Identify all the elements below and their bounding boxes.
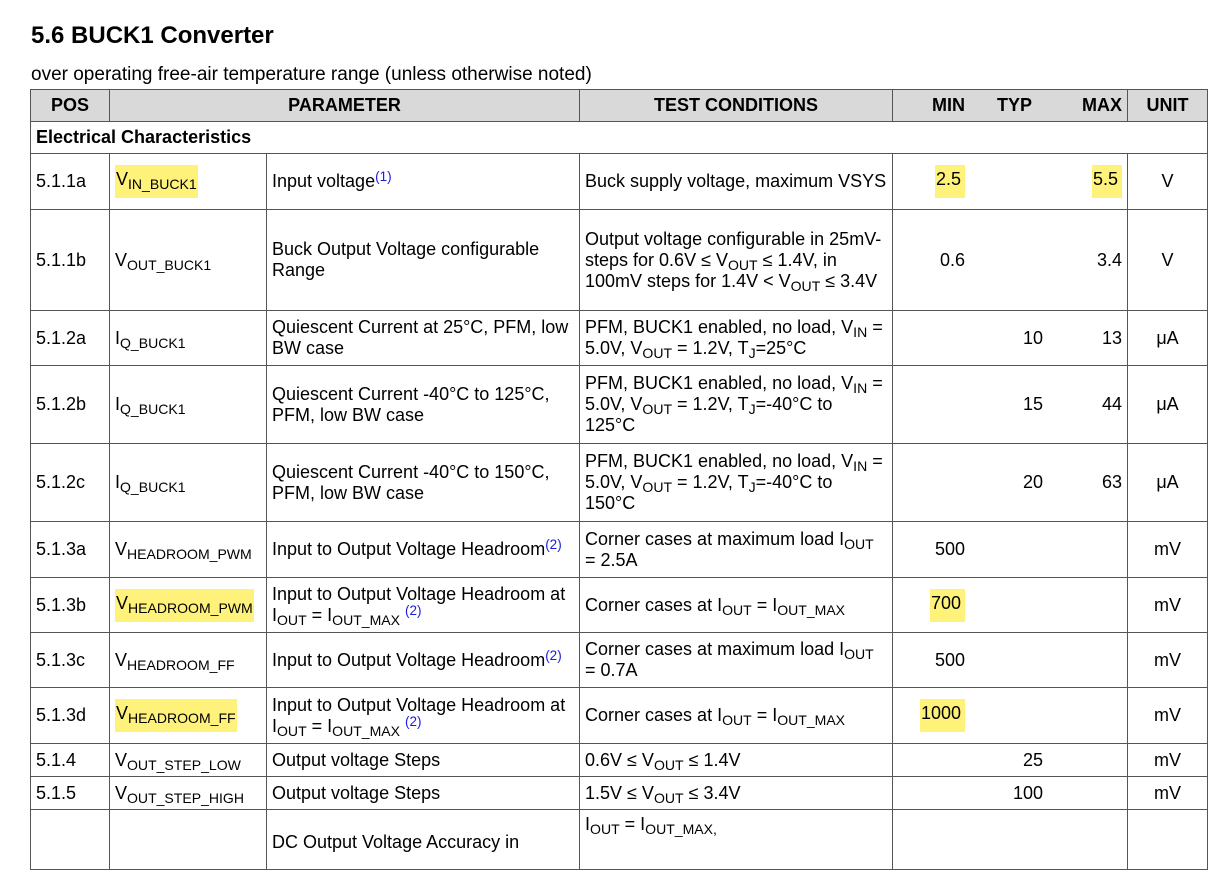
row-values bbox=[893, 311, 1128, 366]
row-typ bbox=[968, 539, 1047, 560]
table-row bbox=[31, 744, 1208, 777]
row-conditions: Corner cases at $I_{OUT} = I_{OUT\_MAX}$ bbox=[580, 578, 893, 633]
row-unit: V bbox=[1128, 154, 1208, 210]
row-parameter: Quiescent Current -40°C to 150°C, PFM, low BW case bbox=[267, 444, 580, 522]
row-symbol bbox=[110, 810, 267, 870]
row-values bbox=[893, 154, 1128, 210]
row-parameter: Input voltage$^{(1)}$ bbox=[267, 154, 580, 210]
row-conditions: Corner cases at $I_{OUT} = I_{OUT\_MAX}$ bbox=[580, 688, 893, 744]
row-pos: 5.1.2c bbox=[31, 444, 110, 522]
header-parameter: PARAMETER bbox=[110, 90, 580, 122]
row-typ bbox=[968, 589, 1047, 622]
row-pos: 5.1.3d bbox=[31, 688, 110, 744]
row-min bbox=[893, 472, 968, 493]
row-conditions: $0.6V \le V_{OUT} \le 1.4V$ bbox=[580, 744, 893, 777]
row-typ bbox=[968, 165, 1047, 198]
section-label: Electrical Characteristics bbox=[31, 122, 1208, 154]
header-typ: TYP bbox=[997, 95, 1033, 115]
row-unit: mV bbox=[1128, 777, 1208, 810]
row-pos: 5.1.3c bbox=[31, 633, 110, 688]
row-values bbox=[893, 777, 1128, 810]
row-unit: mV bbox=[1128, 688, 1208, 744]
footnote-link[interactable]: (2) bbox=[545, 647, 562, 663]
footnote-link[interactable]: (2) bbox=[405, 603, 422, 618]
row-min bbox=[893, 394, 968, 415]
row-max bbox=[1047, 699, 1126, 732]
row-max: 63 bbox=[1101, 472, 1123, 492]
footnote-link[interactable]: (2) bbox=[545, 537, 562, 552]
section-title: 5.6 BUCK1 Converter bbox=[31, 22, 274, 49]
row-typ bbox=[968, 650, 1047, 671]
row-pos: 5.1.2a bbox=[31, 311, 110, 366]
table-row bbox=[31, 444, 1208, 522]
row-pos: 5.1.5 bbox=[31, 777, 110, 810]
header-test-conditions: TEST CONDITIONS bbox=[580, 90, 893, 122]
spec-table bbox=[30, 89, 1208, 870]
footnote-link[interactable]: (1) bbox=[375, 169, 392, 184]
table-row bbox=[31, 633, 1208, 688]
table-row bbox=[31, 366, 1208, 444]
row-symbol: $V_{IN\_BUCK1}$ bbox=[110, 154, 267, 210]
section-row bbox=[31, 122, 1208, 154]
table-row bbox=[31, 154, 1208, 210]
row-pos bbox=[31, 810, 110, 870]
row-max bbox=[1047, 783, 1126, 804]
row-unit: μA bbox=[1128, 366, 1208, 444]
row-symbol: $V_{OUT\_BUCK1}$ bbox=[110, 210, 267, 311]
table-row bbox=[31, 688, 1208, 744]
row-pos: 5.1.4 bbox=[31, 744, 110, 777]
table-row bbox=[31, 578, 1208, 633]
row-typ bbox=[968, 250, 1047, 271]
header-unit: UNIT bbox=[1128, 90, 1208, 122]
row-max bbox=[1047, 650, 1126, 671]
row-min: 2.5 bbox=[935, 165, 965, 198]
row-min bbox=[893, 783, 968, 804]
row-pos: 5.1.3b bbox=[31, 578, 110, 633]
row-conditions: $I_{OUT} = I_{OUT\_MAX,}$ bbox=[580, 810, 893, 870]
row-values bbox=[893, 366, 1128, 444]
row-values bbox=[893, 744, 1128, 777]
row-conditions: $1.5V \le V_{OUT} \le 3.4V$ bbox=[580, 777, 893, 810]
row-values bbox=[893, 210, 1128, 311]
row-parameter: Output voltage Steps bbox=[267, 777, 580, 810]
row-parameter: DC Output Voltage Accuracy in bbox=[267, 810, 580, 870]
row-unit: μA bbox=[1128, 444, 1208, 522]
row-conditions: PFM, BUCK1 enabled, no load, $V_{IN} = 5.0V$, $V_{OUT} = 1.2V$, $T_J=25^\circ C$ bbox=[580, 311, 893, 366]
row-symbol: $V_{HEADROOM\_PWM}$ bbox=[110, 522, 267, 578]
row-values bbox=[893, 633, 1128, 688]
row-conditions: Buck supply voltage, maximum VSYS bbox=[580, 154, 893, 210]
row-pos: 5.1.2b bbox=[31, 366, 110, 444]
row-max: 44 bbox=[1101, 394, 1123, 414]
row-symbol: $I_{Q\_BUCK1}$ bbox=[110, 311, 267, 366]
table-row bbox=[31, 311, 1208, 366]
row-parameter: Quiescent Current -40°C to 125°C, PFM, low BW case bbox=[267, 366, 580, 444]
row-parameter: Quiescent Current at 25°C, PFM, low BW case bbox=[267, 311, 580, 366]
row-min bbox=[893, 750, 968, 771]
row-unit: mV bbox=[1128, 578, 1208, 633]
table-row bbox=[31, 810, 1208, 870]
row-conditions: Output voltage configurable in 25mV-steps for $0.6V \le V_{OUT} \le 1.4V$, in 100mV steps for $1.4V < V_{OUT} \le 3.4V$ bbox=[580, 210, 893, 311]
row-values bbox=[893, 444, 1128, 522]
table-row bbox=[31, 522, 1208, 578]
row-parameter: Input to Output Voltage Headroom at $I_{OUT} = I_{OUT\_MAX}$ $^{(2)}$ bbox=[267, 688, 580, 744]
row-min bbox=[893, 328, 968, 349]
header-min-typ-max bbox=[893, 90, 1128, 122]
row-min: 500 bbox=[934, 539, 966, 559]
row-symbol: $I_{Q\_BUCK1}$ bbox=[110, 444, 267, 522]
row-pos: 5.1.1a bbox=[31, 154, 110, 210]
row-min: 1000 bbox=[920, 699, 965, 732]
row-values bbox=[893, 810, 1128, 870]
row-typ: 25 bbox=[1022, 749, 1044, 770]
row-pos: 5.1.3a bbox=[31, 522, 110, 578]
row-parameter: Input to Output Voltage Headroom at $I_{OUT} = I_{OUT\_MAX}$ $^{(2)}$ bbox=[267, 578, 580, 633]
header-pos: POS bbox=[31, 90, 110, 122]
row-symbol: $V_{OUT\_STEP\_LOW}$ bbox=[110, 744, 267, 777]
row-typ: 15 bbox=[1022, 394, 1044, 414]
row-parameter: Input to Output Voltage Headroom$^{(2)}$ bbox=[267, 522, 580, 578]
row-typ bbox=[968, 699, 1047, 732]
row-values bbox=[893, 578, 1128, 633]
row-max: 3.4 bbox=[1096, 249, 1123, 270]
row-typ: 10 bbox=[1022, 327, 1044, 348]
row-values bbox=[893, 522, 1128, 578]
row-conditions: Corner cases at maximum load $I_{OUT} = 0.7A$ bbox=[580, 633, 893, 688]
row-pos: 5.1.1b bbox=[31, 210, 110, 311]
row-symbol: $V_{OUT\_STEP\_HIGH}$ bbox=[110, 777, 267, 810]
row-unit: mV bbox=[1128, 633, 1208, 688]
row-parameter: Output voltage Steps bbox=[267, 744, 580, 777]
table-row bbox=[31, 210, 1208, 311]
row-symbol: $I_{Q\_BUCK1}$ bbox=[110, 366, 267, 444]
row-min: 500 bbox=[934, 649, 966, 670]
row-conditions: PFM, BUCK1 enabled, no load, $V_{IN} = 5.0V$, $V_{OUT} = 1.2V$, $T_J=-40^\circ C$ to 125°C bbox=[580, 366, 893, 444]
row-symbol: $V_{HEADROOM\_PWM}$ bbox=[110, 578, 267, 633]
row-unit: V bbox=[1128, 210, 1208, 311]
row-min: 700 bbox=[930, 589, 965, 622]
row-unit: μA bbox=[1128, 311, 1208, 366]
row-symbol: $V_{HEADROOM\_FF}$ bbox=[110, 633, 267, 688]
row-typ: 20 bbox=[1022, 472, 1044, 492]
header-max: MAX bbox=[1082, 95, 1123, 115]
row-symbol: $V_{HEADROOM\_FF}$ bbox=[110, 688, 267, 744]
table-header-row bbox=[31, 90, 1208, 122]
table-row bbox=[31, 777, 1208, 810]
row-max: 13 bbox=[1101, 327, 1123, 348]
row-unit: mV bbox=[1128, 744, 1208, 777]
table-subtitle: over operating free-air temperature range (unless otherwise noted) bbox=[31, 64, 592, 85]
row-max bbox=[1047, 589, 1126, 622]
row-unit: mV bbox=[1128, 522, 1208, 578]
row-max bbox=[1047, 750, 1126, 771]
row-max: 5.5 bbox=[1092, 165, 1122, 198]
row-unit bbox=[1128, 810, 1208, 870]
row-min: 0.6 bbox=[939, 249, 966, 270]
footnote-link[interactable]: (2) bbox=[405, 713, 422, 729]
row-conditions: PFM, BUCK1 enabled, no load, $V_{IN} = 5.0V$, $V_{OUT} = 1.2V$, $T_J=-40^\circ C$ to 150°C bbox=[580, 444, 893, 522]
row-typ: 100 bbox=[1012, 782, 1044, 803]
row-parameter: Input to Output Voltage Headroom$^{(2)}$ bbox=[267, 633, 580, 688]
row-values bbox=[893, 688, 1128, 744]
row-max bbox=[1047, 539, 1126, 560]
row-parameter: Buck Output Voltage configurable Range bbox=[267, 210, 580, 311]
row-conditions: Corner cases at maximum load $I_{OUT} = 2.5A$ bbox=[580, 522, 893, 578]
header-min: MIN bbox=[932, 95, 966, 115]
